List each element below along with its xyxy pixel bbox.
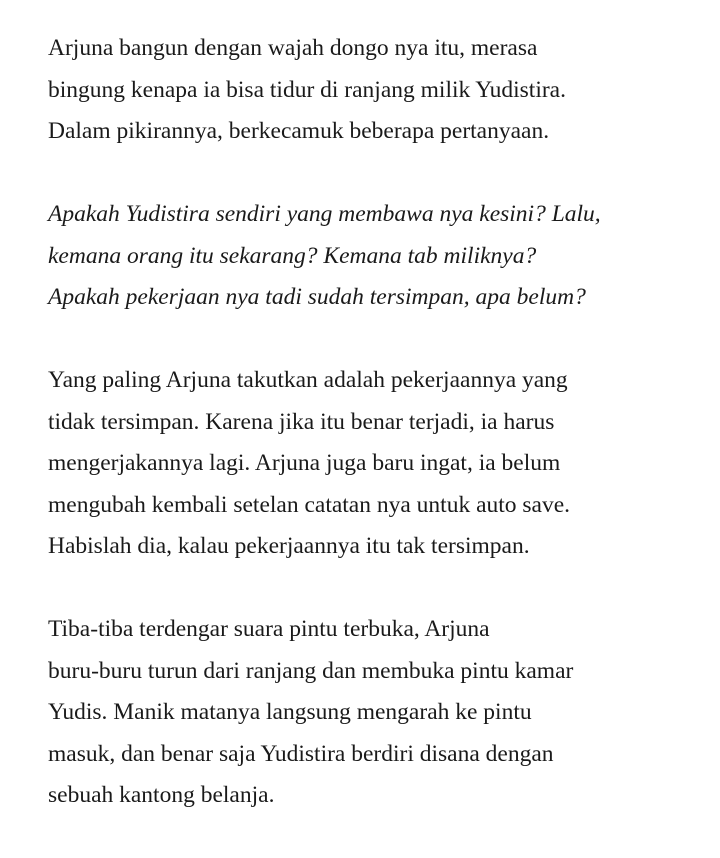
text-line: Apakah pekerjaan nya tadi sudah tersimpan, apa belum? bbox=[48, 284, 586, 310]
text-line: masuk, dan benar saja Yudistira berdiri disana dengan bbox=[48, 740, 554, 767]
text-line: mengubah kembali setelan catatan nya untuk auto save. bbox=[48, 491, 571, 518]
text-line: Arjuna bangun dengan wajah dongo nya itu, merasa bbox=[48, 35, 538, 61]
paragraph-4 bbox=[48, 609, 708, 817]
text-line: Apakah Yudistira sendiri yang membawa nya kesini? Lalu, bbox=[48, 201, 601, 227]
paragraph-1 bbox=[48, 28, 708, 153]
text-line: sebuah kantong belanja. bbox=[48, 782, 275, 808]
text-line: Yudis. Manik matanya langsung mengarah ke pintu bbox=[48, 699, 532, 725]
text-line: Tiba-tiba terdengar suara pintu terbuka, Arjuna bbox=[48, 616, 490, 642]
paragraph-2-italic-thoughts bbox=[48, 194, 708, 319]
text-line: Habislah dia, kalau pekerjaannya itu tak tersimpan. bbox=[48, 533, 530, 559]
story-text bbox=[48, 28, 708, 858]
text-line: Yang paling Arjuna takutkan adalah pekerjaannya yang bbox=[48, 367, 568, 393]
text-line: bingung kenapa ia bisa tidur di ranjang milik Yudistira. bbox=[48, 76, 566, 103]
text-line: tidak tersimpan. Karena jika itu benar terjadi, ia harus bbox=[48, 408, 555, 435]
text-line: buru-buru turun dari ranjang dan membuka pintu kamar bbox=[48, 657, 574, 684]
text-line: Dalam pikirannya, berkecamuk beberapa pertanyaan. bbox=[48, 118, 550, 144]
paragraph-3 bbox=[48, 360, 708, 568]
text-line: kemana orang itu sekarang? Kemana tab miliknya? bbox=[48, 242, 537, 269]
text-line: mengerjakannya lagi. Arjuna juga baru ingat, ia belum bbox=[48, 450, 561, 476]
